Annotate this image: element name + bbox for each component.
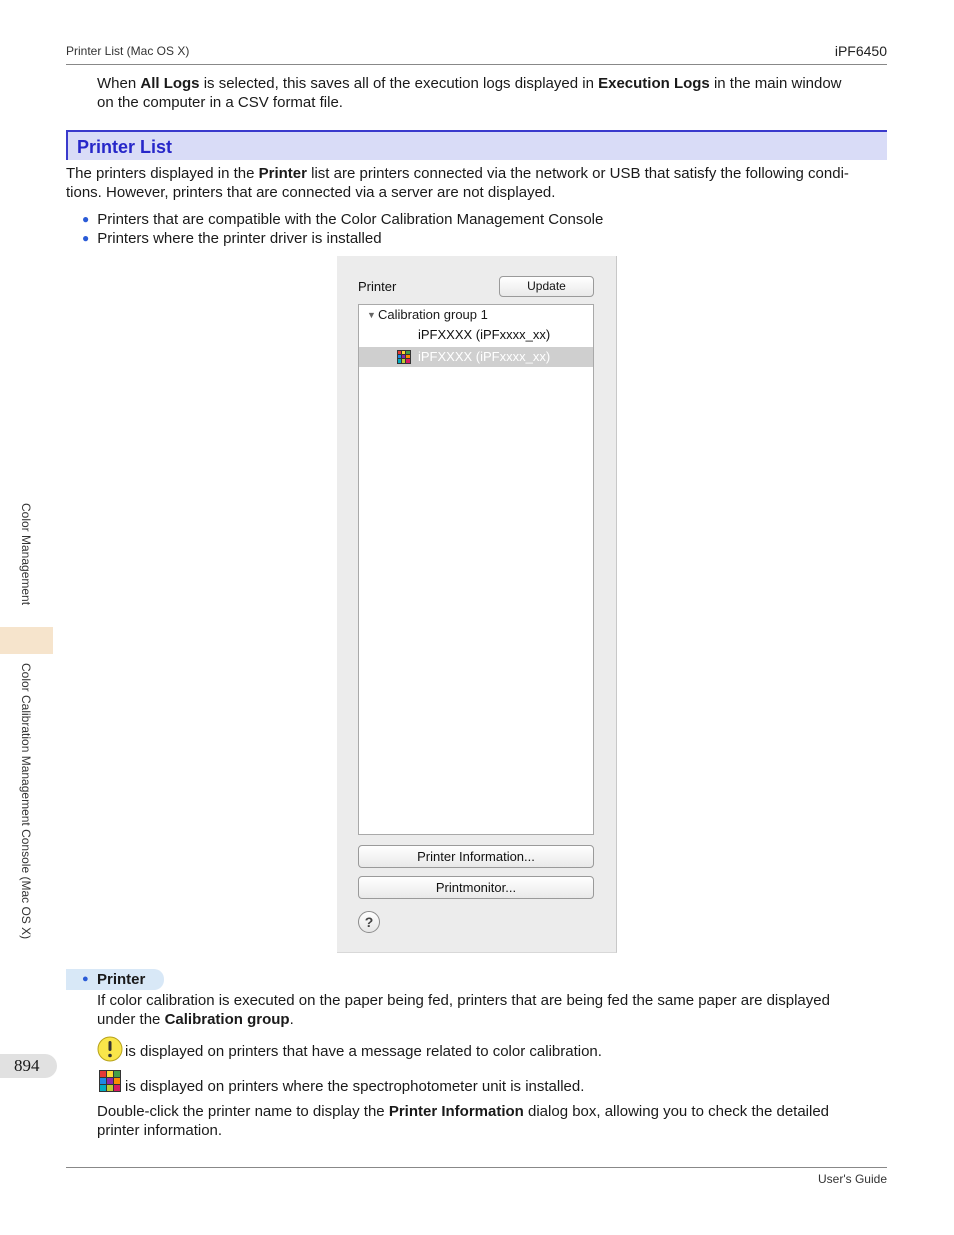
printer-text-line2: printer information. [97,1122,223,1139]
bullet-icon: ● [82,212,90,226]
section-title-bar [66,130,887,160]
help-button[interactable]: ? [358,911,380,933]
bullet-text: Printers where the printer driver is installed [97,230,382,247]
printer-info-paragraph [97,1102,887,1140]
list-item [82,211,603,228]
warning-icon-description: is displayed on printers that have a message related to color calibration. [125,1043,602,1060]
list-item [82,230,382,247]
disclosure-triangle-icon[interactable]: ▼ [367,310,376,320]
body-text-line2: tions. However, printers that are connected via a server are not displayed. [66,184,556,201]
spectrophotometer-icon [99,1070,121,1096]
intro-text-line2: on the computer in a CSV format file. [97,94,343,111]
body-text: The printers displayed in the [66,165,259,182]
body-bold-printer: Printer [258,165,307,182]
printer-text: dialog box, allowing you to check the detailed [523,1103,830,1120]
running-header-title: Printer List (Mac OS X) [66,44,190,58]
printmonitor-button[interactable]: Printmonitor... [358,876,594,899]
printer-text: If color calibration is executed on the paper being fed, printers that are being fed the same paper are displayed [97,992,830,1009]
body-paragraph [66,164,887,202]
bullet-icon: ● [82,231,90,245]
subsection-heading [66,969,164,990]
list-item-calibration-group[interactable] [359,305,593,325]
printer-text: . [289,1011,294,1028]
sidebar-section: Color Calibration Management Console (Mac OS X) [19,663,33,940]
running-footer: User's Guide [818,1172,887,1186]
spectrophotometer-icon [397,350,411,370]
printer-text: under the [97,1011,165,1028]
printer-information-button[interactable]: Printer Information... [358,845,594,868]
subsection-heading-text: Printer [97,971,146,988]
intro-bold-all-logs: All Logs [140,75,200,92]
warning-icon [97,1036,123,1066]
intro-text: When [97,75,141,92]
section-title: Printer List [77,137,173,157]
printer-paragraph [97,991,887,1029]
intro-paragraph [97,74,887,112]
body-text: list are printers connected via the network or USB that satisfy the following condi- [306,165,849,182]
running-header-model: iPF6450 [834,43,887,59]
bold-calibration-group: Calibration group [164,1011,290,1028]
printer-list[interactable] [358,304,594,835]
bullet-text: Printers that are compatible with the Color Calibration Management Console [97,211,604,228]
printer-panel-label: Printer [358,279,397,294]
bullet-icon: ● [82,973,89,985]
group-label: Calibration group 1 [378,307,488,322]
footer-rule [66,1167,887,1168]
sidebar-chapter: Color Management [19,503,33,606]
printer-panel [337,256,617,953]
intro-text: in the main window [709,75,842,92]
page-number: 894 [0,1054,57,1078]
list-item-printer-selected[interactable] [359,347,593,367]
intro-text: is selected, this saves all of the execution logs displayed in [199,75,599,92]
list-item-printer[interactable] [359,325,593,345]
sidebar-tab-marker [0,627,53,654]
printer-name: iPFXXXX (iPFxxxx_xx) [418,327,551,342]
header-rule [66,64,887,65]
bold-printer-information: Printer Information [388,1103,524,1120]
update-button[interactable]: Update [499,276,594,297]
printer-name: iPFXXXX (iPFxxxx_xx) [418,349,551,364]
printer-text: Double-click the printer name to display the [97,1103,389,1120]
spectrophotometer-icon-description: is displayed on printers where the spectrophotometer unit is installed. [125,1078,585,1095]
intro-bold-execution-logs: Execution Logs [598,75,710,92]
